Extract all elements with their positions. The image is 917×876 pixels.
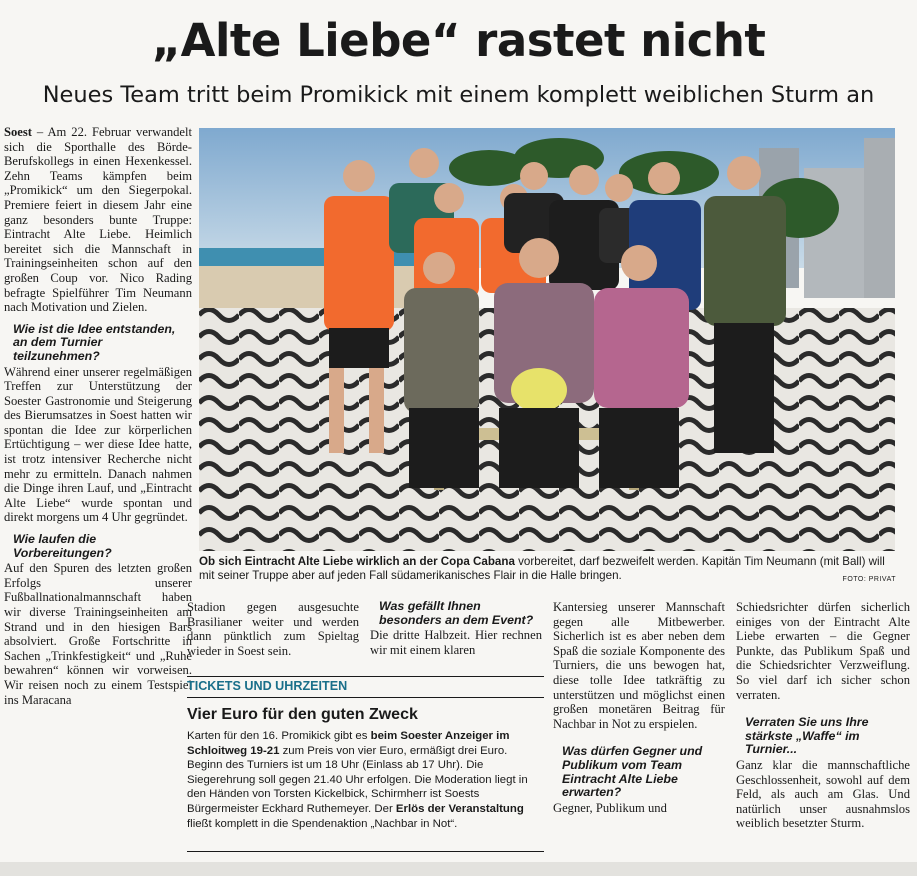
infobox-bold-1: beim Soester Anzeiger im Schloitweg 19-21 xyxy=(187,730,510,757)
column-5-text: Schiedsrichter dürfen sicherlich einiges von der Eintracht Alte Liebe erwarten – die Gegner Punkte, das Publikum Spaß und die Schiedsrichter Verzweiflung. So viel darf ich sicher schon verraten. xyxy=(736,600,910,702)
interview-question-3: Was gefällt Ihnen besonders an dem Event? xyxy=(379,599,534,627)
infobox-bold-2: Erlös der Veranstaltung xyxy=(395,802,524,815)
photo-credit: FOTO: PRIVAT xyxy=(842,576,896,584)
infobox-kicker: TICKETS UND UHRZEITEN xyxy=(187,679,348,693)
lead-text: – Am 22. Februar verwandelt sich die Sporthalle des Börde-Berufskollegs in einen Hexenkessel. Zehn Teams kämpfen beim „Promikick“ um den Siegerpokal. Premiere feiert in diesem Jahr eine ganz besonders bunte Truppe: Eintracht Alte Liebe. Heimlich bereitet sich die Mannschaft in Trainingseinheiten schon auf den großen Coup vor. Nico Rading befragte Spielführer Tim Neumann nach Motivation und Zielen. xyxy=(4,125,192,315)
headline: „Alte Liebe“ rastet nicht xyxy=(151,14,766,67)
column-2-text: Stadion gegen ausgesuchte Brasilianer weiter und werden dann pünktlich zum Spieltag wieder in Soest sein. xyxy=(187,600,359,658)
caption-bold: Ob sich Eintracht Alte Liebe wirklich an der Copa Cabana xyxy=(199,555,515,568)
interview-answer-3: Die dritte Halbzeit. Hier rechnen wir mit einem klaren xyxy=(370,628,542,657)
article-column-5 xyxy=(736,600,910,831)
lead-paragraph xyxy=(4,125,192,315)
subheadline: Neues Team tritt beim Promikick mit einem komplett weiblichen Sturm an xyxy=(42,82,875,108)
infobox-title: Vier Euro für den guten Zweck xyxy=(187,706,418,723)
article-column-2 xyxy=(187,600,359,658)
infobox-bottom-rule xyxy=(187,851,544,852)
page-bottom-edge xyxy=(0,862,917,876)
photo-caption xyxy=(199,555,896,588)
ticket-infobox xyxy=(187,676,544,831)
interview-answer-4: Gegner, Publikum und xyxy=(553,800,667,815)
infobox-text-2: zum Preis von vier Euro, ermäßigt drei Euro. Beginn des Turniers ist um 18 Uhr (Einlass ab 17 Uhr). Die Siegerehrung soll gegen 21.40 Uhr erfolgen. Die Moderation liegt in den Händen von Torsten Kickelbick, Schirmherr ist Soests Bürgermeister Eckhard Ruthemeyer. Der xyxy=(187,744,528,815)
interview-answer-5: Ganz klar die mannschaftliche Geschlossenheit, sowohl auf dem Feld, als auch am Glas. Und natürlich unser ausnahmslos weiblich besetzter Sturm. xyxy=(736,757,910,831)
interview-question-5: Verraten Sie uns Ihre stärkste „Waffe“ im Turnier... xyxy=(745,715,869,757)
interview-question-1: Wie ist die Idee entstanden, an dem Turnier teilzunehmen? xyxy=(13,321,176,363)
infobox-top-rule xyxy=(187,676,544,677)
infobox-text-1: Karten für den 16. Promikick gibt es xyxy=(187,730,371,742)
column-4-text: Kantersieg unserer Mannschaft gegen alle Mitbewerber. Sicherlich ist es aber neben dem Spaß die soziale Komponente des Turniers, die uns bewogen hat, diese tolle Idee tatkräftig zu unterstützen und möglichst einen großen monetären Beitrag für Nachbar in Not zu erspielen. xyxy=(553,600,725,731)
infobox-body xyxy=(187,729,544,831)
article-column-1 xyxy=(4,125,192,707)
article-column-3 xyxy=(370,600,542,657)
team-photo xyxy=(199,128,895,551)
infobox-text-3: fließt komplett in die Spendenaktion „Nachbar in Not“. xyxy=(187,817,458,830)
article-column-4 xyxy=(553,600,725,815)
interview-question-4: Was dürfen Gegner und Publikum vom Team Eintracht Alte Liebe erwarten? xyxy=(562,744,703,800)
interview-question-2: Wie laufen die Vorbereitungen? xyxy=(13,532,112,560)
infobox-divider xyxy=(187,697,544,698)
caption-text: vorbereitet, darf bezweifelt werden. Kapitän Tim Neumann (mit Ball) will mit seiner Truppe aber auf jeden Fall südamerikanisches Flair in die Halle bringen. xyxy=(199,555,885,583)
dateline: Soest xyxy=(4,125,32,139)
interview-answer-1: Während einer unserer regelmäßigen Treffen zur Unterstützung der Soester Gastronomie und Steigerung des Bierumsatzes in Soest hatten wir spontan die Idee zur körperlichen Ertüchtigung – wer diese Idee hatte, ist trotz intensiver Recherche nicht mehr zu ermitteln. Danach nahmen die Dinge ihren Lauf, und „Eintracht Alte Liebe“ wurde spontan und direkt morgens um 4 Uhr gegründet. xyxy=(4,364,192,525)
team-photo-illustration xyxy=(199,128,895,551)
interview-answer-2: Auf den Spuren des letzten großen Erfolgs unserer Fußballnationalmannschaft haben wir diverse Trainingseinheiten am Strand und in den hiesigen Bars absolviert. Große Fortschritte in Sachen „Trinkfestigkeit“ und „Ruhe bewahren“ können wir vorweisen. Wir reisen noch zu einem Testspiel ins Maracana xyxy=(4,561,192,707)
